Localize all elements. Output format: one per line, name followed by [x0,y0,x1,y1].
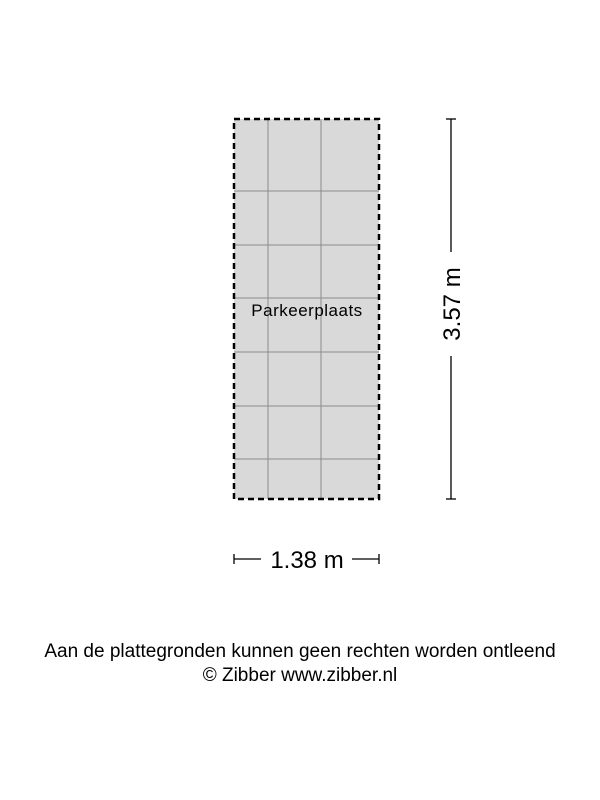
room-label: Parkeerplaats [251,301,363,320]
disclaimer-text: Aan de plattegronden kunnen geen rechten worden ontleend [44,641,556,662]
height-dimension-label: 3.57 m [439,267,466,341]
copyright-text: © Zibber www.zibber.nl [202,665,398,686]
width-dimension-label: 1.38 m [270,547,344,574]
